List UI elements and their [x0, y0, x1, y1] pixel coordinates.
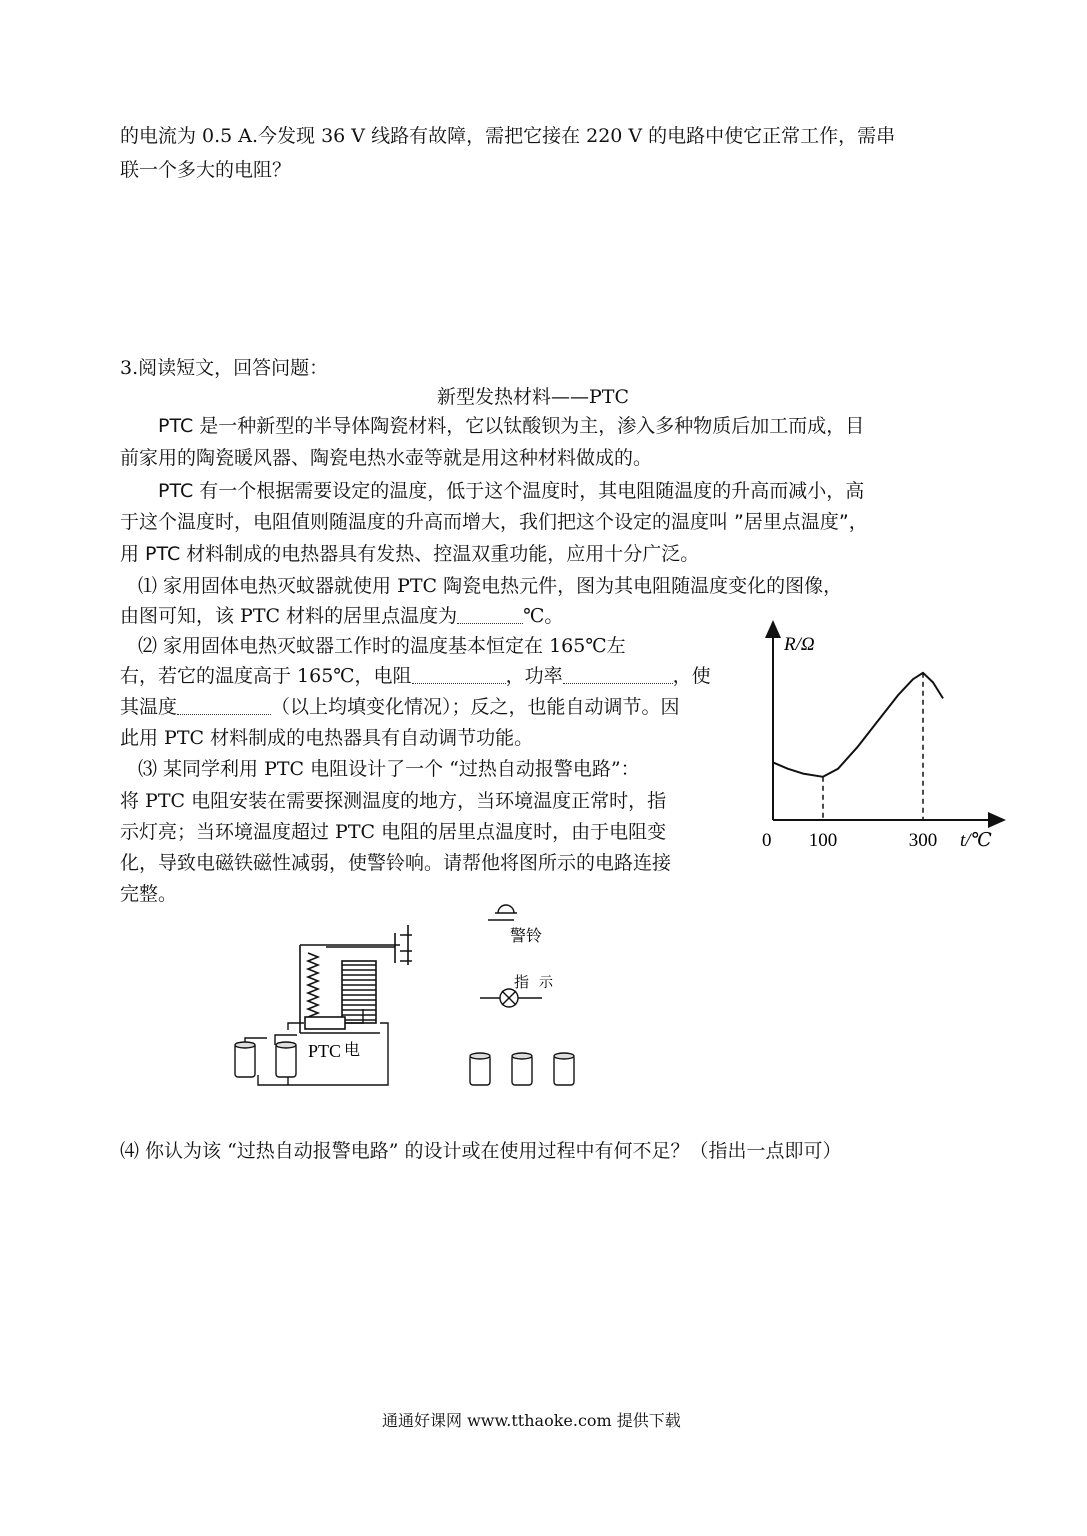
alarm-circuit-diagram — [230, 895, 590, 1095]
q1-unit: ℃。 — [523, 605, 564, 627]
lamp-label-2: 示 — [539, 976, 553, 991]
q3-line4: 化，导致电磁铁磁性减弱，使警铃响。请帮他将图所示的电路连接 — [120, 852, 672, 874]
q2-line4: 此用 PTC 材料制成的电热器具有自动调节功能。 — [120, 727, 534, 749]
battery-pair-left — [235, 1042, 296, 1077]
para2-line1: PTC 有一个根据需要设定的温度，低于这个温度时，其电阻随温度的升高而减小，高 — [158, 480, 865, 502]
ptc-label: PTC — [308, 1041, 342, 1061]
q2-temperature-blank[interactable] — [177, 696, 271, 715]
page-footer: 通通好课网 www.tthaoke.com 提供下载 — [382, 1411, 681, 1430]
para2-line2: 于这个温度时，电阻值则随温度的升高而增大，我们把这个设定的温度叫 ”居里点温度”， — [120, 511, 868, 533]
battery-cell-top — [512, 1053, 532, 1059]
x-tick-label-100: 100 — [808, 830, 838, 851]
q2-line3-text-b: （以上均填变化情况）；反之，也能自动调节。因 — [271, 696, 680, 718]
x-axis-label: t/℃ — [960, 830, 992, 851]
battery-cell-top — [554, 1053, 574, 1059]
bell-symbol — [488, 905, 517, 920]
q1-line2-text: 由图可知，该 PTC 材料的居里点温度为 — [120, 605, 458, 627]
series-line-0 — [773, 673, 943, 777]
article-title: 新型发热材料——PTC — [437, 386, 629, 408]
battery-cell-top — [235, 1042, 255, 1048]
indicator-lamp — [480, 989, 542, 1007]
q2-resistance-blank[interactable] — [412, 665, 506, 684]
q1-answer-blank[interactable] — [457, 605, 523, 624]
lamp-label-1: 指 — [514, 975, 530, 991]
q2-line2-text-b: ，功率 — [505, 665, 563, 687]
battery-cell-top — [470, 1053, 490, 1059]
para1-line2: 前家用的陶瓷暖风器、陶瓷电热水壶等就是用这种材料做成的。 — [120, 447, 653, 469]
para1-line1: PTC 是一种新型的半导体陶瓷材料，它以钛酸钡为主，渗入多种物质后加工而成，目 — [158, 415, 865, 437]
battery-group-right — [470, 1053, 574, 1085]
q3-line5: 完整。 — [120, 883, 178, 905]
q3-line2: 将 PTC 电阻安装在需要探测温度的地方，当环境温度正常时，指 — [120, 790, 667, 812]
q2-line2 — [120, 664, 711, 688]
battery-cell-top — [276, 1042, 296, 1048]
q2-line3-text-a: 其温度 — [120, 696, 178, 718]
alarm-bell — [488, 905, 517, 920]
question-heading: 3.阅读短文，回答问题： — [120, 357, 329, 379]
ptc-resistor-body — [305, 1017, 345, 1029]
para2-line3: 用 PTC 材料制成的电热器具有发热、控温双重功能，应用十分广泛。 — [120, 543, 700, 565]
x-tick-label-300: 300 — [908, 830, 938, 851]
q1-line1: ⑴ 家用固体电热灭蚊器就使用 PTC 陶瓷电热元件，图为其电阻随温度变化的图像， — [138, 575, 843, 597]
q2-line2-text-c: ，使 — [672, 665, 711, 687]
q1-line2 — [120, 604, 563, 628]
q4-line: ⑷ 你认为该 “过热自动报警电路” 的设计或在使用过程中有何不足？（指出一点即可） — [120, 1140, 842, 1162]
q2-line1: ⑵ 家用固体电热灭蚊器工作时的温度基本恒定在 165℃左 — [138, 635, 626, 657]
bell-label: 警铃 — [510, 928, 543, 945]
q3-line3: 示灯亮；当环境温度超过 PTC 电阻的居里点温度时，由于电阻变 — [120, 821, 667, 843]
ptc-label-2: 电 — [344, 1042, 361, 1059]
resistance-temperature-chart — [750, 620, 1010, 860]
q2-line3 — [120, 695, 680, 719]
y-axis-label: R/Ω — [784, 634, 815, 655]
ptc-resistor — [305, 1017, 345, 1029]
q2-line2-text-a: 右，若它的温度高于 165℃，电阻 — [120, 665, 412, 687]
q3-line1: ⑶ 某同学利用 PTC 电阻设计了一个 “过热自动报警电路”： — [138, 758, 640, 780]
q2-power-blank[interactable] — [563, 665, 673, 684]
continued-line-2: 联一个多大的电阻？ — [120, 159, 292, 181]
origin-label: 0 — [762, 830, 772, 851]
continued-line-1: 的电流为 0.5 A.今发现 36 V 线路有故障，需把它接在 220 V 的电路中使它正常工作，需串 — [120, 125, 896, 147]
